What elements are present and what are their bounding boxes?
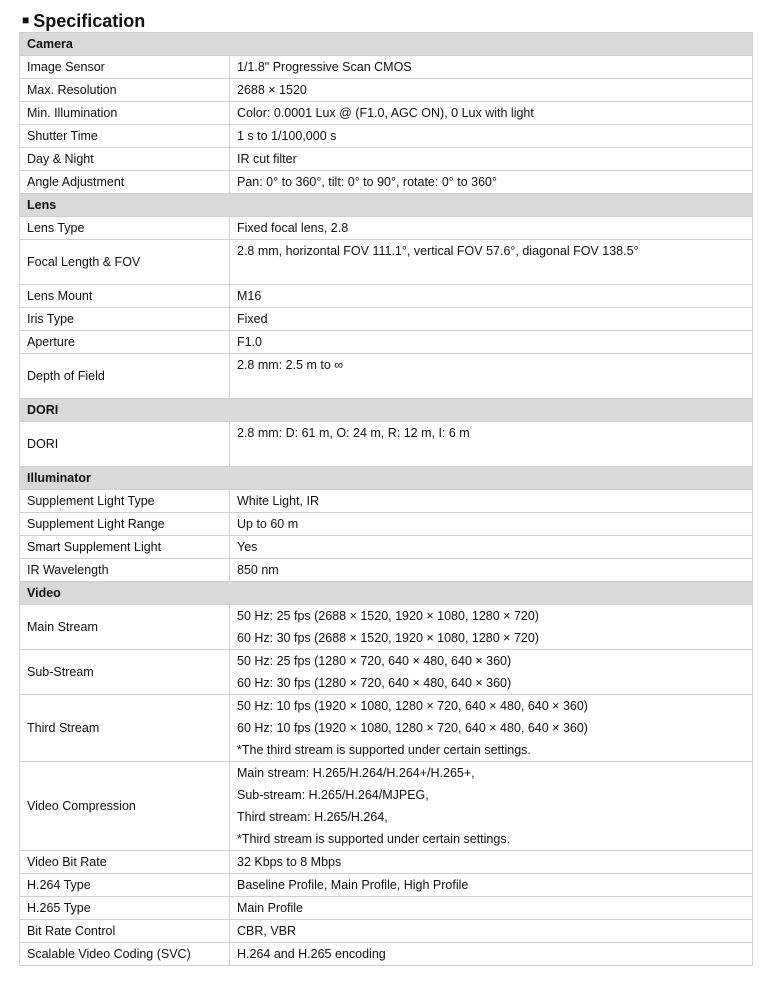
spec-label: IR Wavelength — [20, 559, 230, 582]
spec-value-line: 2.8 mm: D: 61 m, O: 24 m, R: 12 m, I: 6 m — [237, 426, 470, 440]
spec-value-line: 2.8 mm: 2.5 m to ∞ — [237, 358, 344, 372]
spec-value-line: Yes — [237, 540, 258, 554]
spec-value-line: F1.0 — [237, 335, 263, 349]
spec-row — [20, 943, 753, 966]
spec-value — [230, 920, 753, 943]
spec-label: Depth of Field — [20, 354, 230, 399]
spec-value — [230, 650, 753, 695]
section-header: DORI — [20, 399, 753, 422]
spec-value-line: 2.8 mm, horizontal FOV 111.1°, vertical FOV 57.6°, diagonal FOV 138.5° — [237, 244, 639, 258]
spec-value-line: 60 Hz: 30 fps (1280 × 720, 640 × 480, 640 × 360) — [237, 676, 512, 690]
spec-row — [20, 285, 753, 308]
spec-value — [230, 240, 753, 285]
spec-value-line: 2688 × 1520 — [237, 83, 307, 97]
spec-value-line: 60 Hz: 10 fps (1920 × 1080, 1280 × 720, 640 × 480, 640 × 360) — [237, 721, 588, 735]
page-title — [22, 8, 145, 33]
spec-row — [20, 851, 753, 874]
spec-row — [20, 874, 753, 897]
spec-value-line: Fixed — [237, 312, 268, 326]
spec-label: Angle Adjustment — [20, 171, 230, 194]
spec-value-line: 850 nm — [237, 563, 279, 577]
spec-row — [20, 559, 753, 582]
spec-value — [230, 762, 753, 851]
spec-row — [20, 56, 753, 79]
spec-value — [230, 513, 753, 536]
section-header: Camera — [20, 33, 753, 56]
spec-value — [230, 148, 753, 171]
spec-row — [20, 217, 753, 240]
spec-value — [230, 559, 753, 582]
spec-label: Supplement Light Type — [20, 490, 230, 513]
spec-value — [230, 125, 753, 148]
section-header: Illuminator — [20, 467, 753, 490]
section-header-row — [20, 582, 753, 605]
spec-label: Min. Illumination — [20, 102, 230, 125]
spec-row — [20, 920, 753, 943]
spec-value-line — [237, 376, 745, 398]
spec-value-line: 50 Hz: 25 fps (2688 × 1520, 1920 × 1080, 1280 × 720) — [237, 609, 539, 623]
spec-row — [20, 695, 753, 762]
spec-value — [230, 536, 753, 559]
spec-label: Video Bit Rate — [20, 851, 230, 874]
spec-label: Focal Length & FOV — [20, 240, 230, 285]
spec-value-line: 32 Kbps to 8 Mbps — [237, 855, 342, 869]
spec-value-line: 60 Hz: 30 fps (2688 × 1520, 1920 × 1080, 1280 × 720) — [237, 631, 539, 645]
spec-label: DORI — [20, 422, 230, 467]
spec-row — [20, 536, 753, 559]
spec-row — [20, 240, 753, 285]
spec-value — [230, 851, 753, 874]
spec-value-line: *The third stream is supported under certain settings. — [237, 743, 531, 757]
spec-value — [230, 285, 753, 308]
section-header-row — [20, 194, 753, 217]
spec-label: H.264 Type — [20, 874, 230, 897]
spec-value-line: Main Profile — [237, 901, 303, 915]
spec-value — [230, 102, 753, 125]
spec-value — [230, 56, 753, 79]
spec-value-line: IR cut filter — [237, 152, 297, 166]
spec-row — [20, 79, 753, 102]
spec-value-line: 50 Hz: 10 fps (1920 × 1080, 1280 × 720, 640 × 480, 640 × 360) — [237, 699, 588, 713]
spec-row — [20, 897, 753, 920]
spec-value-line: Pan: 0° to 360°, tilt: 0° to 90°, rotate: 0° to 360° — [237, 175, 498, 189]
spec-value — [230, 490, 753, 513]
spec-value — [230, 308, 753, 331]
spec-row — [20, 354, 753, 399]
section-header-row — [20, 467, 753, 490]
spec-label: H.265 Type — [20, 897, 230, 920]
spec-row — [20, 125, 753, 148]
spec-value-line: 1/1.8" Progressive Scan CMOS — [237, 60, 412, 74]
spec-value-line: Up to 60 m — [237, 517, 299, 531]
spec-value-line: Fixed focal lens, 2.8 — [237, 221, 349, 235]
spec-row — [20, 422, 753, 467]
spec-value — [230, 422, 753, 467]
spec-value — [230, 943, 753, 966]
spec-label: Main Stream — [20, 605, 230, 650]
spec-row — [20, 513, 753, 536]
spec-value — [230, 695, 753, 762]
spec-row — [20, 650, 753, 695]
spec-label: Smart Supplement Light — [20, 536, 230, 559]
spec-row — [20, 331, 753, 354]
bullet-icon: ■ — [22, 13, 30, 27]
spec-value — [230, 354, 753, 399]
spec-value — [230, 171, 753, 194]
spec-value — [230, 605, 753, 650]
spec-label: Max. Resolution — [20, 79, 230, 102]
spec-value-line — [237, 262, 745, 284]
spec-value — [230, 331, 753, 354]
spec-value — [230, 874, 753, 897]
spec-row — [20, 762, 753, 851]
spec-label: Aperture — [20, 331, 230, 354]
spec-value-line: White Light, IR — [237, 494, 319, 508]
spec-value-line: Baseline Profile, Main Profile, High Profile — [237, 878, 469, 892]
spec-row — [20, 102, 753, 125]
spec-label: Shutter Time — [20, 125, 230, 148]
spec-value-line: Sub-stream: H.265/H.264/MJPEG, — [237, 788, 429, 802]
section-header-row — [20, 33, 753, 56]
spec-value-line — [237, 444, 745, 466]
spec-row — [20, 605, 753, 650]
spec-value-line: Color: 0.0001 Lux @ (F1.0, AGC ON), 0 Lux with light — [237, 106, 534, 120]
spec-value-line: CBR, VBR — [237, 924, 297, 938]
spec-label: Sub-Stream — [20, 650, 230, 695]
spec-value-line: *Third stream is supported under certain settings. — [237, 832, 511, 846]
spec-label: Image Sensor — [20, 56, 230, 79]
spec-label: Bit Rate Control — [20, 920, 230, 943]
spec-value-line: M16 — [237, 289, 262, 303]
spec-label: Iris Type — [20, 308, 230, 331]
spec-value — [230, 79, 753, 102]
page-title-text: Specification — [33, 11, 146, 31]
spec-label: Video Compression — [20, 762, 230, 851]
spec-value-line: 1 s to 1/100,000 s — [237, 129, 337, 143]
spec-value-line: 50 Hz: 25 fps (1280 × 720, 640 × 480, 640 × 360) — [237, 654, 512, 668]
spec-value-line: Third stream: H.265/H.264, — [237, 810, 388, 824]
spec-label: Supplement Light Range — [20, 513, 230, 536]
spec-value-line: Main stream: H.265/H.264/H.264+/H.265+, — [237, 766, 475, 780]
section-header: Lens — [20, 194, 753, 217]
spec-value — [230, 217, 753, 240]
spec-label: Lens Type — [20, 217, 230, 240]
spec-value-line: H.264 and H.265 encoding — [237, 947, 386, 961]
section-header-row — [20, 399, 753, 422]
spec-row — [20, 148, 753, 171]
spec-row — [20, 308, 753, 331]
spec-label: Scalable Video Coding (SVC) — [20, 943, 230, 966]
spec-label: Day & Night — [20, 148, 230, 171]
spec-label: Lens Mount — [20, 285, 230, 308]
section-header: Video — [20, 582, 753, 605]
spec-table — [19, 32, 753, 966]
spec-label: Third Stream — [20, 695, 230, 762]
spec-value — [230, 897, 753, 920]
spec-row — [20, 490, 753, 513]
spec-row — [20, 171, 753, 194]
